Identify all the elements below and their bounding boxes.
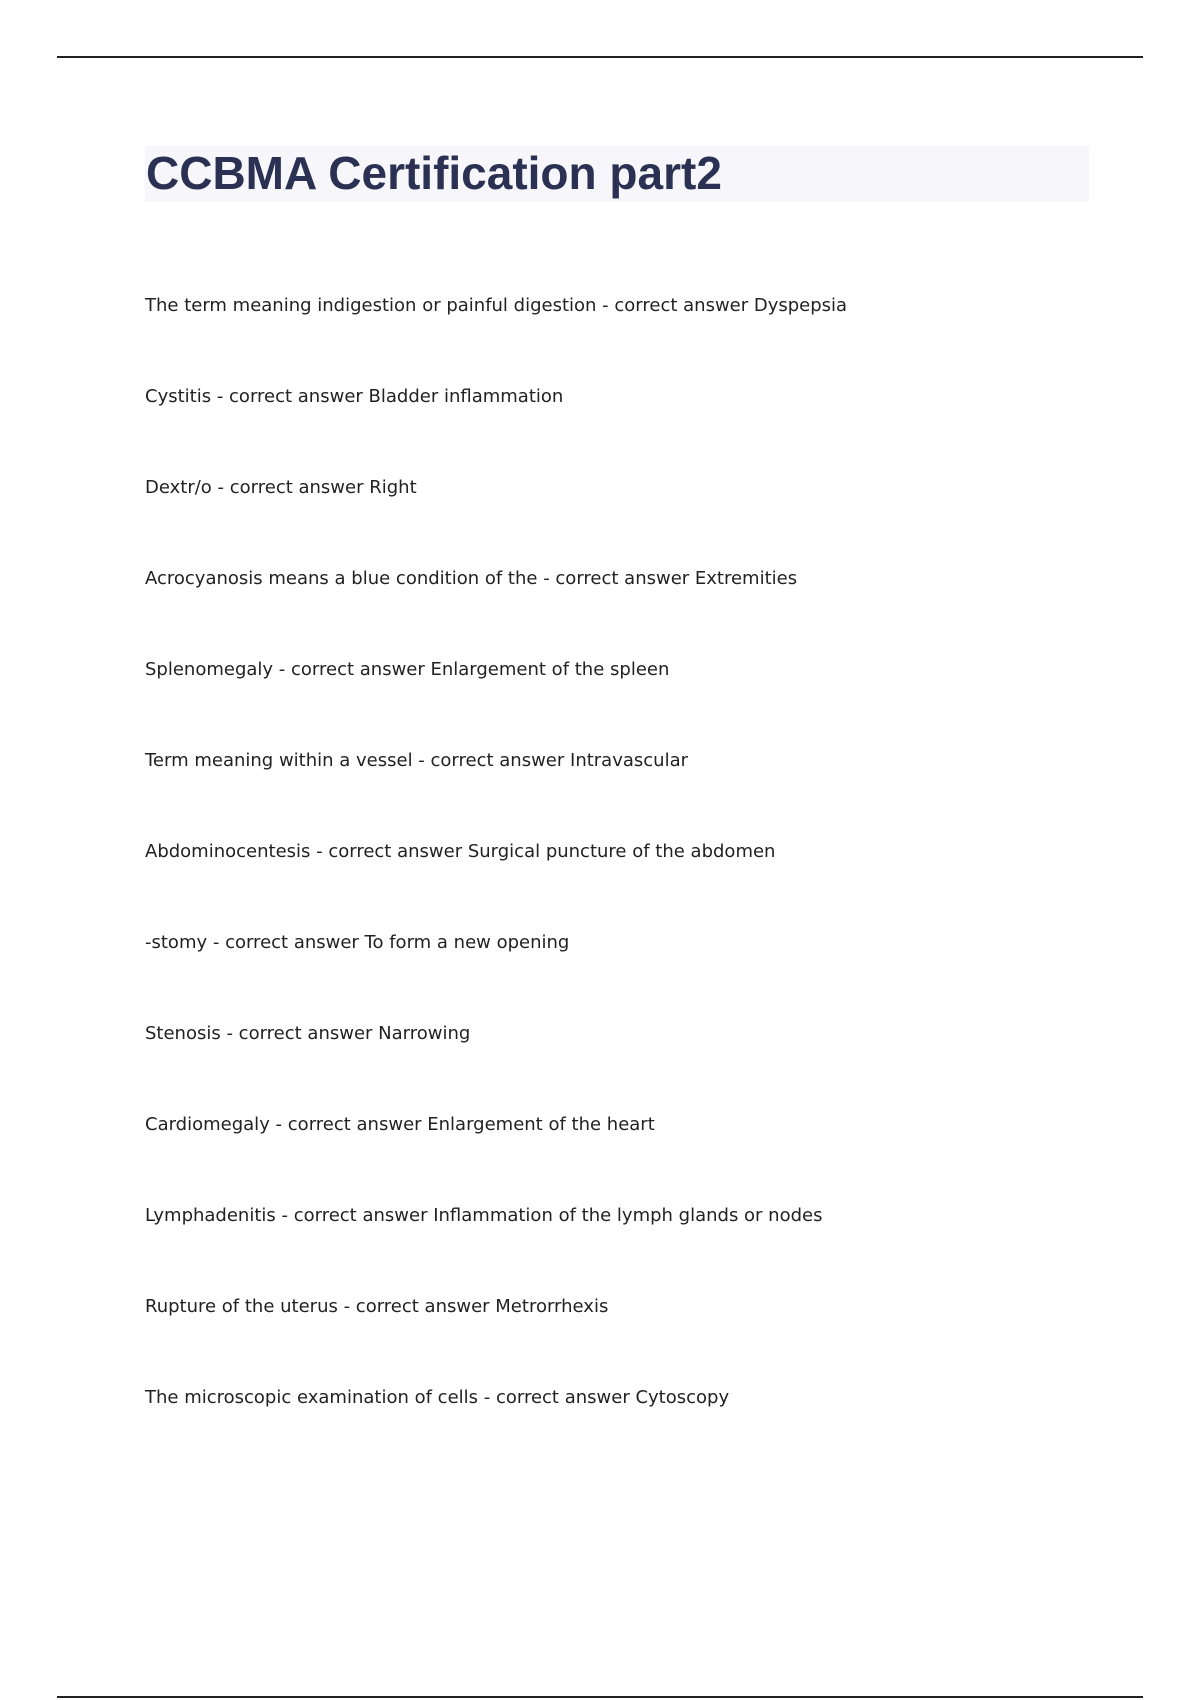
qa-item: Dextr/o - correct answer Right <box>145 477 417 498</box>
qa-list <box>145 291 1095 1474</box>
qa-item: The microscopic examination of cells - correct answer Cytoscopy <box>145 1387 730 1408</box>
qa-item: Cystitis - correct answer Bladder inflammation <box>145 386 564 407</box>
qa-item: Stenosis - correct answer Narrowing <box>145 1023 471 1044</box>
qa-item: Splenomegaly - correct answer Enlargement of the spleen <box>145 659 670 680</box>
top-rule <box>57 56 1143 58</box>
qa-item: Acrocyanosis means a blue condition of the - correct answer Extremities <box>145 568 798 589</box>
qa-item: Term meaning within a vessel - correct answer Intravascular <box>145 750 689 771</box>
qa-item: Cardiomegaly - correct answer Enlargement of the heart <box>145 1114 655 1135</box>
qa-item: The term meaning indigestion or painful digestion - correct answer Dyspepsia <box>145 295 848 316</box>
qa-item: Lymphadenitis - correct answer Inflammation of the lymph glands or nodes <box>145 1205 823 1226</box>
qa-item: Abdominocentesis - correct answer Surgical puncture of the abdomen <box>145 841 776 862</box>
document-title: CCBMA Certification part2 <box>146 147 722 199</box>
qa-item: -stomy - correct answer To form a new opening <box>145 932 570 953</box>
qa-item: Rupture of the uterus - correct answer Metrorrhexis <box>145 1296 609 1317</box>
bottom-rule <box>57 1696 1143 1698</box>
